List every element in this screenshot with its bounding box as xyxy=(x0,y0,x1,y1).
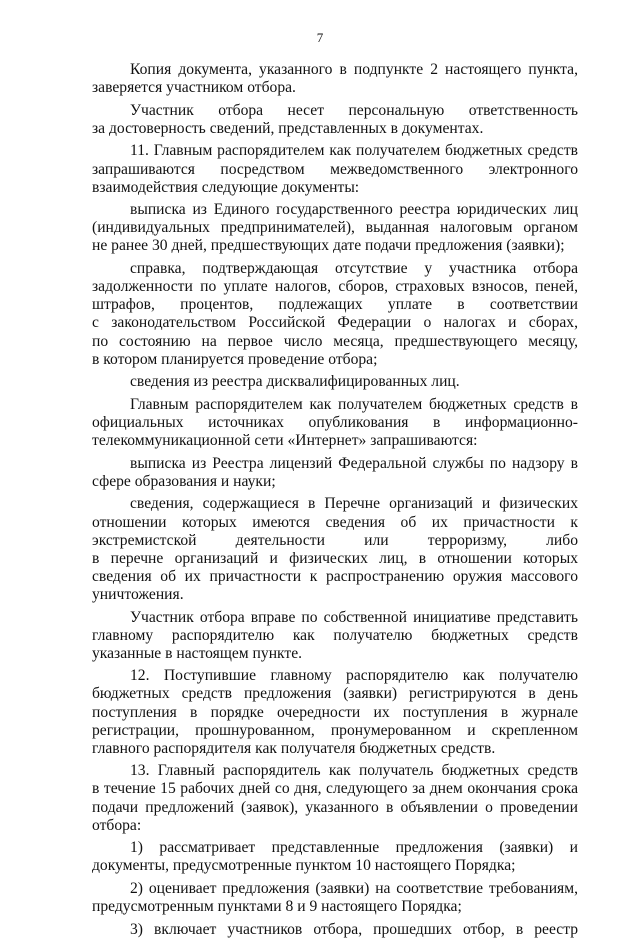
text-line: (индивидуальных предпринимателей), выданная налоговым органом xyxy=(92,219,578,237)
text-line: взаимодействия следующие документы: xyxy=(92,178,360,196)
text-line: 2) оценивает предложения (заявки) на соответствие требованиям, xyxy=(130,880,578,898)
text-line: за достоверность сведений, представленных в документах. xyxy=(92,119,484,137)
text-line: сфере образования и науки; xyxy=(92,472,276,490)
text-line: выписка из Единого государственного реестра юридических лиц xyxy=(130,201,578,219)
text-line: в котором планируется проведение отбора; xyxy=(92,350,378,368)
text-line: сведения, содержащиеся в Перечне организаций и физических xyxy=(130,495,578,513)
text-line: с законодательством Российской Федерации о налогах и сборах, xyxy=(92,314,578,332)
paragraph xyxy=(92,762,578,834)
text-line: выписка из Реестра лицензий Федеральной службы по надзору в xyxy=(130,454,578,472)
text-line: 12. Поступившие главному распорядителю как получателю xyxy=(130,667,578,685)
text-line: справка, подтверждающая отсутствие у участника отбора xyxy=(130,260,578,278)
text-line: главному распорядителю как получателю бюджетных средств xyxy=(92,626,578,644)
text-line: Главным распорядителем как получателем бюджетных средств в xyxy=(130,395,578,413)
paragraph xyxy=(92,921,578,939)
text-line: телекоммуникационной сети «Интернет» запрашиваются: xyxy=(92,432,478,450)
text-line: 3) включает участников отбора, прошедших отбор, в реестр xyxy=(130,920,578,938)
text-line: отбора: xyxy=(92,816,142,834)
text-line: в перечне организаций и физических лиц, в отношении которых xyxy=(92,549,578,567)
paragraph xyxy=(92,61,578,97)
paragraph xyxy=(92,260,578,369)
text-line: не ранее 30 дней, предшествующих дате подачи предложения (заявки); xyxy=(92,237,565,255)
paragraph xyxy=(92,102,578,138)
paragraph xyxy=(92,880,578,916)
text-line: штрафов, процентов, подлежащих уплате в соответствии xyxy=(92,296,578,314)
text-line: Копия документа, указанного в подпункте 2 настоящего пункта, xyxy=(130,61,578,78)
text-line: сведения из реестра дисквалифицированных лиц. xyxy=(130,373,460,391)
text-line: Участник отбора несет персональную ответственность xyxy=(130,101,578,119)
paragraph xyxy=(92,142,578,196)
paragraph xyxy=(92,667,578,757)
paragraph xyxy=(92,396,578,450)
text-line: регистрации, прошнурованном, пронумерованном и скрепленном xyxy=(92,721,578,739)
text-line: задолженности по уплате налогов, сборов, страховых взносов, пеней, xyxy=(92,278,578,296)
text-line: сведения об их причастности к распространению оружия массового xyxy=(92,567,578,585)
text-line: запрашиваются посредством межведомственного электронного xyxy=(92,160,578,178)
paragraph xyxy=(92,201,578,255)
text-line: Участник отбора вправе по собственной инициативе представить xyxy=(130,608,578,626)
text-line: по состоянию на первое число месяца, предшествующего месяцу, xyxy=(92,332,578,350)
text-line: 13. Главный распорядитель как получатель бюджетных средств xyxy=(130,762,578,780)
page-number: 7 xyxy=(316,30,324,45)
text-line: уничтожения. xyxy=(92,585,184,603)
text-line: главного распорядителя как получателя бюджетных средств. xyxy=(92,739,496,757)
text-line: бюджетных средств предложения (заявки) регистрируются в день xyxy=(92,685,578,703)
paragraph xyxy=(92,455,578,491)
paragraph xyxy=(92,373,578,391)
text-line: экстремистской деятельности или терроризму, либо xyxy=(92,531,578,549)
paragraph xyxy=(92,609,578,663)
text-line: поступления в порядке очередности их поступления в журнале xyxy=(92,703,578,721)
text-line: 11. Главным распорядителем как получателем бюджетных средств xyxy=(130,142,578,160)
text-line: официальных источниках опубликования в информационно- xyxy=(92,413,578,431)
document-body xyxy=(92,61,578,943)
paragraph xyxy=(92,839,578,875)
text-line: предусмотренным пунктами 8 и 9 настоящего Порядка; xyxy=(92,898,462,916)
text-line: указанные в настоящем пункте. xyxy=(92,644,303,662)
text-line: отношении которых имеются сведения об их причастности к xyxy=(92,513,578,531)
paragraph xyxy=(92,495,578,604)
text-line: в течение 15 рабочих дней со дня, следующего за днем окончания срока xyxy=(92,780,578,798)
text-line: 1) рассматривает представленные предложения (заявки) и xyxy=(130,839,578,857)
text-line: заверяется участником отбора. xyxy=(92,79,296,97)
text-line: подачи предложений (заявок), указанного в объявлении о проведении xyxy=(92,798,578,816)
text-line: документы, предусмотренные пунктом 10 настоящего Порядка; xyxy=(92,857,516,875)
